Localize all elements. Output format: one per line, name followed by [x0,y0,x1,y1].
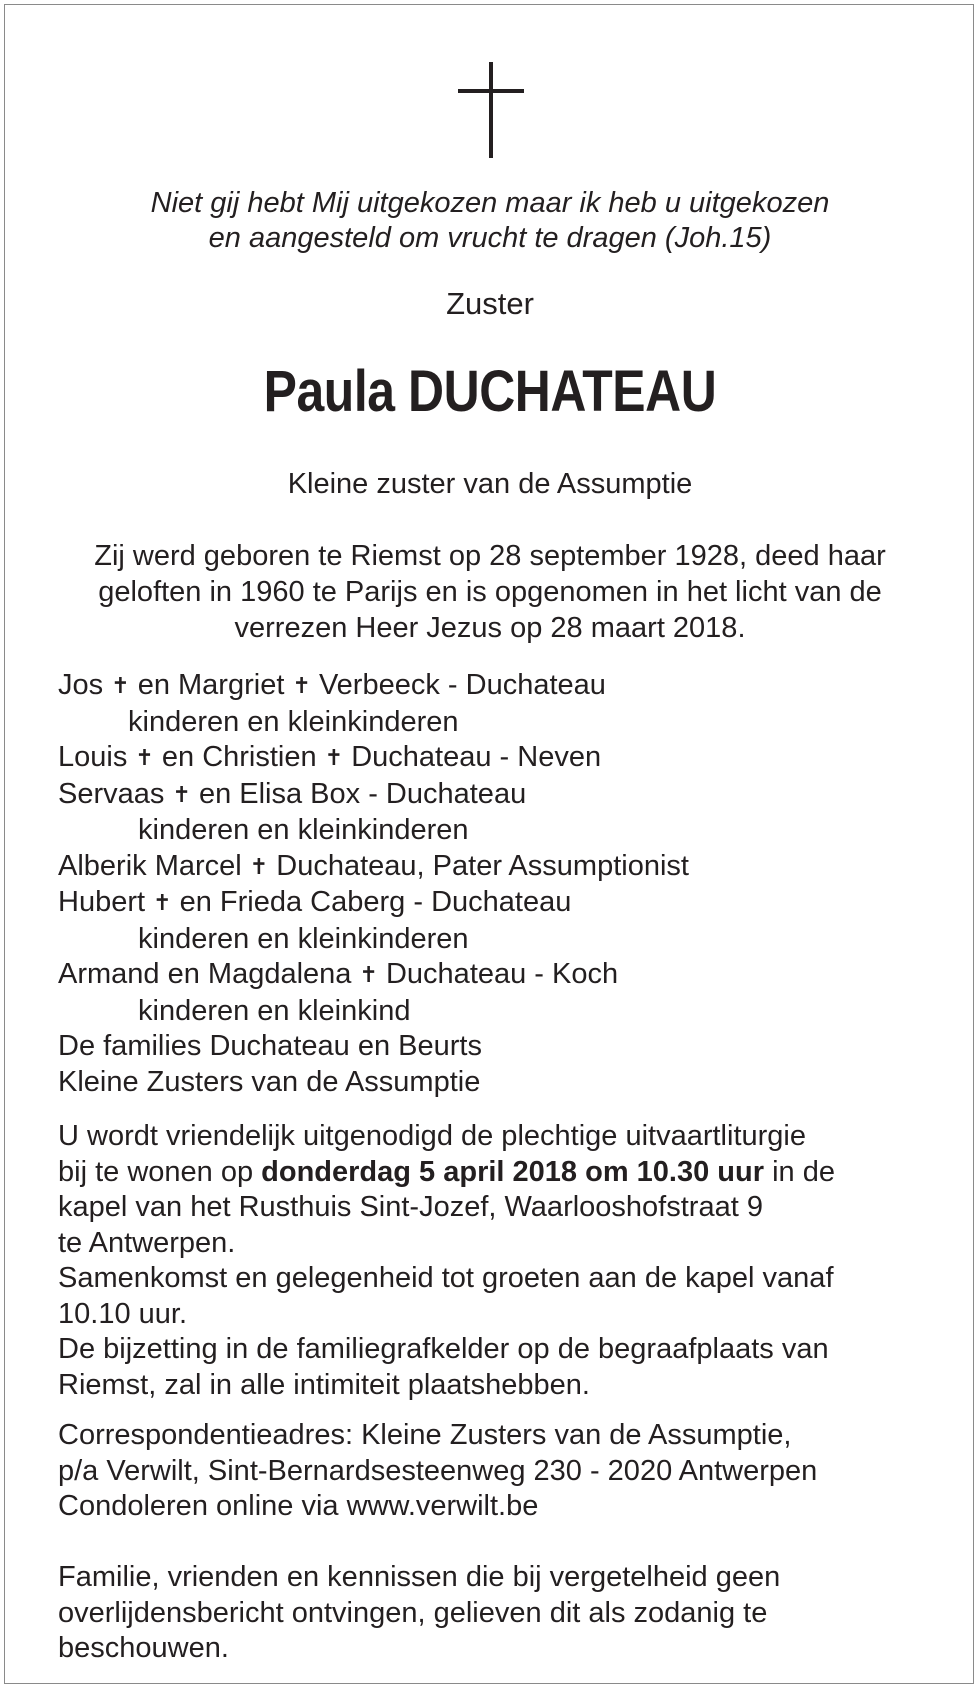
closing-line: beschouwen. [58,1632,229,1664]
quote-line: en aangesteld om vrucht te dragen (Joh.15) [208,222,772,254]
funeral-line: Riemst, zal in alle intimiteit plaatshebben. [58,1368,590,1401]
quote-line: Niet gij hebt Mij uitgekozen maar ik heb u uitgekozen [150,187,830,219]
funeral-line: De bijzetting in de familiegrafkelder op de begraafplaats van [58,1333,829,1365]
family-row: Kleine Zusters van de Assumptie [58,1065,481,1098]
title-word: Zuster [446,286,534,321]
deceased-cross-icon: ✝ [324,745,344,770]
family-list [58,668,938,1100]
deceased-name: Paula DUCHATEAU [263,359,717,424]
deceased-cross-icon: ✝ [292,673,311,698]
funeral-line: U wordt vriendelijk uitgenodigd de plechtige uitvaartliturgie [58,1120,806,1152]
deceased-cross-icon: ✝ [153,890,172,915]
family-row: Armand en Magdalena ✝ Duchateau - Koch [58,957,938,994]
family-row: Louis ✝ en Christien ✝ Duchateau - Neven [58,740,938,777]
family-row: De families Duchateau en Beurts [58,1030,482,1062]
funeral-line: Samenkomst en gelegenheid tot groeten aan de kapel vanaf [58,1262,834,1294]
correspondence-line: Correspondentieadres: Kleine Zusters van de Assumptie, [58,1419,792,1451]
correspondence-info [58,1418,938,1525]
funeral-line: te Antwerpen. [58,1226,236,1259]
closing-line: Familie, vrienden en kennissen die bij vergetelheid geen [58,1561,781,1593]
closing-note [58,1560,938,1667]
family-row-sub: kinderen en kleinkind [138,994,411,1027]
bio-line: Zij werd geboren te Riemst op 28 september 1928, deed haar [94,540,886,572]
family-row: Alberik Marcel ✝ Duchateau, Pater Assumptionist [58,849,938,886]
correspondence-line: p/a Verwilt, Sint-Bernardsesteenweg 230 - 2020 Antwerpen [58,1454,818,1487]
religious-order: Kleine zuster van de Assumptie [287,468,693,500]
funeral-date-time: donderdag 5 april 2018 om 10.30 uur [261,1155,764,1188]
family-row: Jos ✝ en Margriet ✝ Verbeeck - Duchateau [58,668,938,705]
family-row: Servaas ✝ en Elisa Box - Duchateau [58,777,938,814]
closing-line: overlijdensbericht ontvingen, gelieven dit als zodanig te [58,1596,768,1629]
biography [40,538,940,646]
family-row-sub: kinderen en kleinkinderen [138,814,469,846]
deceased-cross-icon: ✝ [135,745,154,770]
deceased-cross-icon: ✝ [249,853,269,879]
deceased-cross-icon: ✝ [359,962,378,987]
bible-quote [0,186,980,256]
family-row-sub: kinderen en kleinkinderen [138,922,469,955]
funeral-info [58,1119,938,1403]
family-row: Hubert ✝ en Frieda Caberg - Duchateau [58,885,938,922]
cross-icon [458,62,524,158]
bio-line: geloften in 1960 te Parijs en is opgenomen in het licht van de [98,576,882,608]
condolence-link: Condoleren online via www.verwilt.be [58,1490,539,1522]
deceased-cross-icon: ✝ [172,781,191,807]
family-row-sub: kinderen en kleinkinderen [128,705,459,738]
funeral-line: bij te wonen op donderdag 5 april 2018 om 10.30 uur in de [58,1155,835,1188]
bio-line: verrezen Heer Jezus op 28 maart 2018. [234,612,746,644]
deceased-cross-icon: ✝ [111,673,130,698]
funeral-line: kapel van het Rusthuis Sint-Jozef, Waarlooshofstraat 9 [58,1191,763,1223]
funeral-line: 10.10 uur. [58,1297,187,1330]
